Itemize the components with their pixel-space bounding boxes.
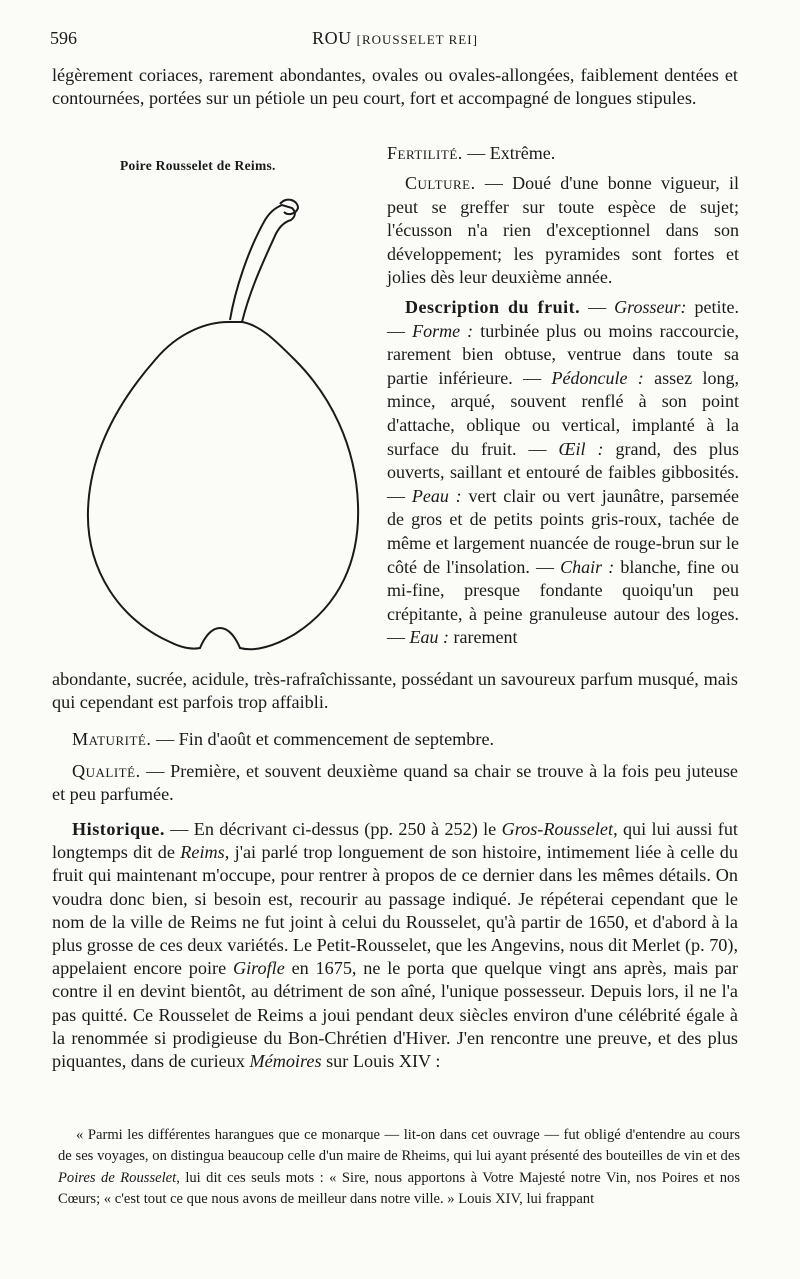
- running-header: [50, 28, 740, 54]
- pedoncule-text: assez long, mince, arqué, souvent renflé à son point d'attache, oblique ou vertical, implanté à la surface du fruit. —: [387, 367, 739, 459]
- qualite-text: — Première, et souvent deuxième quand sa chair se trouve à la fois peu juteuse et peu parfumée.: [52, 761, 738, 805]
- maturite-paragraph: [52, 728, 738, 751]
- pear-figure: [60, 150, 380, 670]
- grosseur-label: Grosseur:: [614, 297, 687, 317]
- pedoncule-label: Pédoncule :: [551, 367, 644, 388]
- grosseur-text: petite. —: [387, 297, 740, 341]
- historique-label: Historique.: [72, 819, 165, 839]
- historique-text-1: — En décrivant ci-dessus (pp. 250 à 252) le: [164, 819, 502, 839]
- historique-italic-3: Girofle: [232, 958, 285, 979]
- description-continuation: abondante, sucrée, acidule, très-rafraîchissante, possédant un savoureux parfum musqué, mais qui cependant est parfois trop affaibli.: [52, 669, 738, 713]
- historique-paragraph: [52, 818, 738, 1073]
- maturite-text: — Fin d'août et commencement de septembre.: [151, 729, 495, 749]
- page-number: 596: [50, 28, 77, 48]
- quote-text-2: , lui dit ces seuls mots : « Sire, nous apportons à Votre Majesté notre Vin, nos Poires et nos Cœurs; « c'est tout ce que nous avons de meilleur dans notre ville. » Louis XIV, lui frappant: [58, 1169, 741, 1208]
- historique-italic-1: Gros-Rousselet: [501, 819, 614, 839]
- culture-text: — Doué d'une bonne vigueur, il peut se greffer sur toute espèce de sujet; l'écusson n'a rien d'exceptionnel dans son développement; les pyramides sont fortes et jolies dès leur deuxième année.: [387, 173, 739, 288]
- forme-text: turbinée plus ou moins raccourcie, rarement bien obtuse, ventrue dans toute sa partie inférieure. —: [387, 320, 740, 388]
- quote-italic-1: Poires de Rousselet: [58, 1169, 177, 1186]
- forme-label: Forme :: [412, 320, 474, 341]
- fertilite-label: Fertilité.: [387, 143, 463, 163]
- culture-paragraph: [387, 172, 739, 290]
- figure-caption: Poire Rousselet de Reims.: [120, 158, 276, 173]
- description-paragraph: [387, 296, 739, 650]
- fertilite-paragraph: [387, 142, 739, 166]
- chair-text: blanche, fine ou mi-fine, presque fondante quoiqu'un peu crépitante, à peine granuleuse autour des loges. —: [387, 556, 739, 648]
- oeil-text: grand, des plus ouverts, saillant et entouré de faibles gibbosités. —: [387, 438, 739, 506]
- peau-label: Peau :: [411, 485, 462, 506]
- historique-text-3: , j'ai parlé trop longuement de son histoire, intimement liée à celle du fruit qui maintenant m'occupe, pour rentrer à propos de ce dernier dans les mêmes détails. On voudra donc bien, si besoin est, recourir au passage indiqué. Je répéterai cependant que le nom de la ville de Reims ne fut joint à celui du Rousselet, qu'à partir de 1650, et d'abord à la plus grosse de ces deux variétés. Le Petit-Rousselet, que les Angevins, nous dit Merlet (p. 70), appelaient encore poire: [52, 842, 738, 979]
- oeil-label: Œil :: [558, 438, 604, 459]
- historique-italic-4: Mémoires: [249, 1051, 322, 1072]
- pear-illustration: [60, 150, 380, 670]
- pear-outline: [88, 322, 358, 649]
- historique-text-5: sur Louis XIV :: [321, 1051, 441, 1072]
- pear-stalk: [230, 205, 295, 322]
- qualite-label: Qualité.: [72, 761, 141, 781]
- running-title: [50, 28, 740, 49]
- historique-italic-2: Reims: [180, 842, 225, 863]
- qualite-paragraph: [52, 760, 738, 807]
- historique-text-4: en 1675, ne le porta que quelque vingt ans après, mais par contre il en devint bientôt, au détriment de son aîné, l'unique possesseur. Depuis lors, il ne l'a pas quitté. Ce Rousselet de Reims a joui pendant deux siècles environ d'une célébrité égale à la renommée si prodigieuse du Bon-Chrétien d'Hiver. J'en rencontre une preuve, et des plus piquantes, dans de curieux: [52, 958, 738, 1072]
- quote-text-1: « Parmi les différentes harangues que ce monarque — lit-on dans cet ouvrage — fut obligé d'entendre au cours de ses voyages, on distingua beaucoup celle d'un maire de Rheims, qui lui ayant présenté des bouteilles de vin et des: [58, 1127, 740, 1165]
- culture-label: Culture.: [405, 173, 476, 193]
- maturite-label: Maturité.: [72, 729, 152, 749]
- leaves-paragraph: légèrement coriaces, rarement abondantes, ovales ou ovales-allongées, faiblement dentées et contournées, portées sur un pétiole un peu court, fort et accompagné de longues stipules.: [52, 65, 738, 109]
- quote-paragraph: [58, 1125, 740, 1211]
- chair-label: Chair :: [560, 556, 615, 577]
- running-title-bracket: [ROUSSELET REI]: [356, 32, 478, 47]
- eau-text: rarement: [449, 627, 518, 648]
- eau-label: Eau :: [409, 627, 449, 648]
- description-label: Description du fruit.: [405, 297, 581, 317]
- historique-text-2: , qui lui aussi fut longtemps dit de: [52, 819, 738, 863]
- running-title-main: ROU: [312, 28, 352, 48]
- peau-text: vert clair ou vert jaunâtre, parsemée de gros et de petits points gris-roux, tachée de même et largement nuancée de rouge-brun sur le côté de l'insolation. —: [387, 485, 740, 577]
- description-dash: —: [580, 297, 615, 317]
- fertilite-text: — Extrême.: [462, 143, 556, 163]
